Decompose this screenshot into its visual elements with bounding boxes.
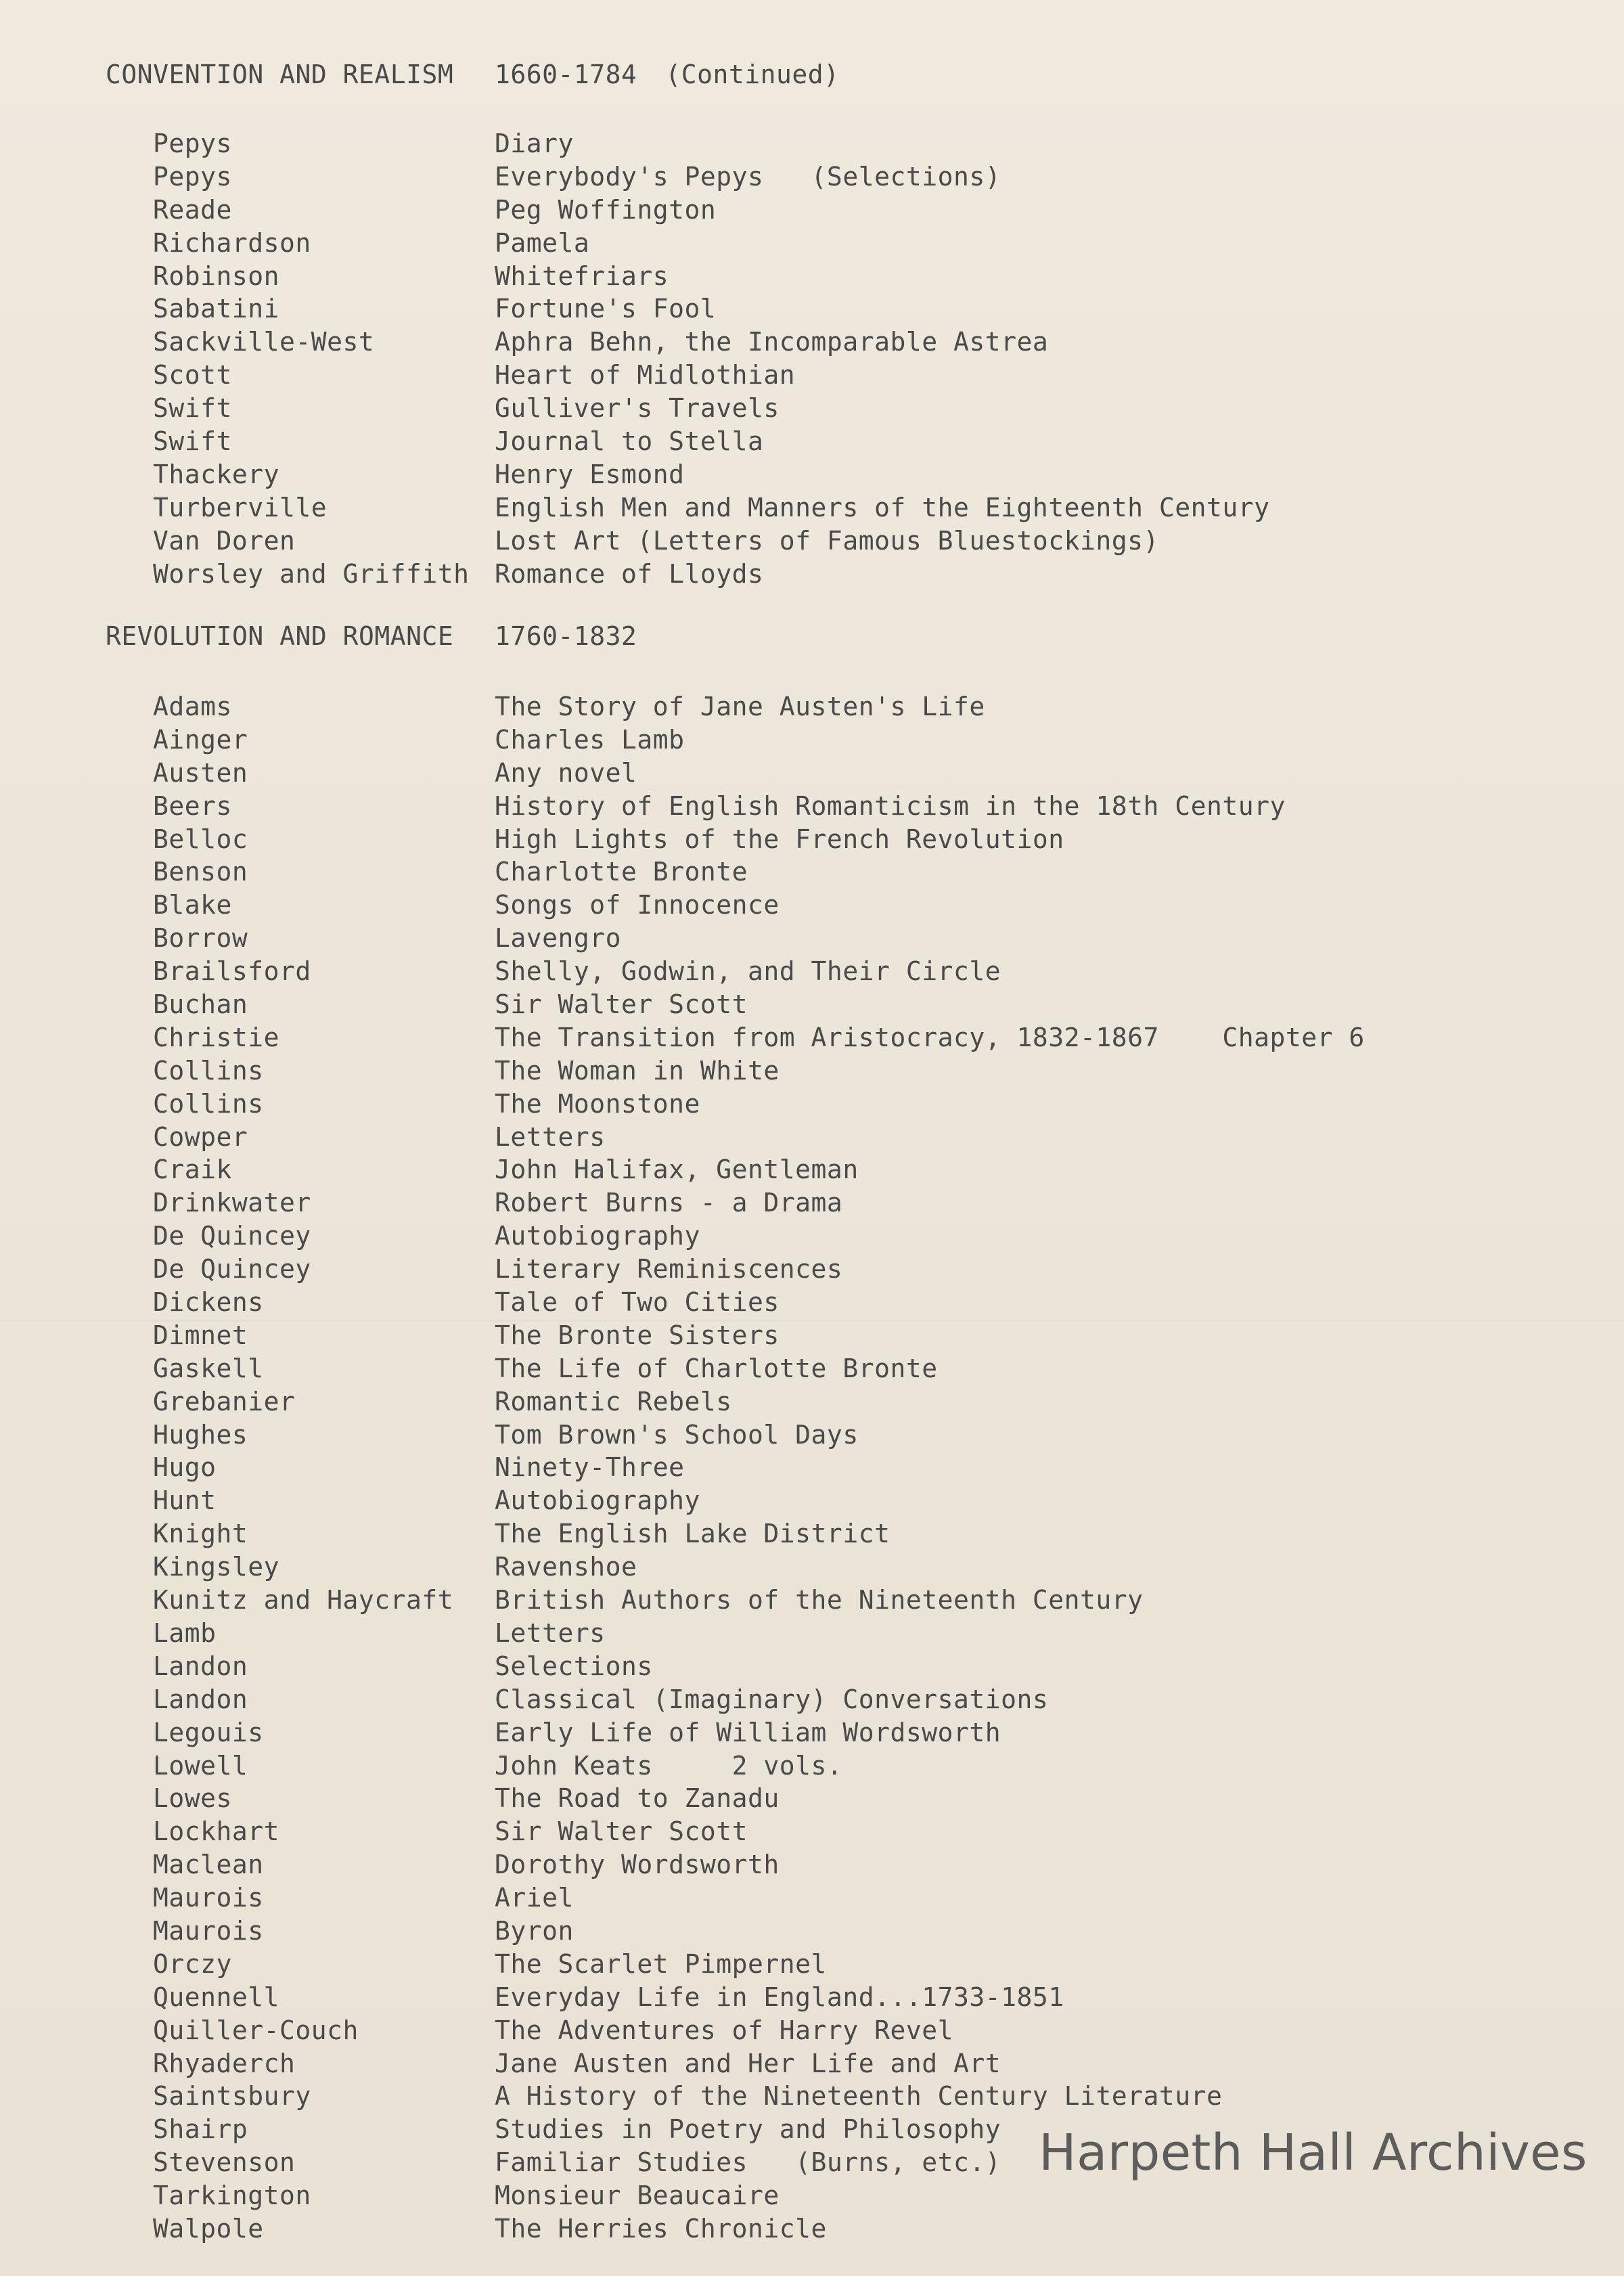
list-item [153,1088,1365,1121]
list-item [153,988,1365,1021]
book-title: Monsieur Beaucaire [495,2181,780,2211]
section-note: (Continued) [665,60,840,89]
list-item [153,1782,1365,1815]
list-item [153,425,1270,458]
author: Lowell [153,1750,248,1781]
author: Kingsley [153,1552,280,1582]
list-item [153,823,1365,856]
list-item [153,558,1270,591]
list-item [153,525,1270,558]
list-item [153,160,1270,194]
author: Richardson [153,227,311,258]
book-title: Autobiography [495,1486,700,1516]
author: Tarkington [153,2181,311,2211]
author: Legouis [153,1717,264,1747]
book-title: Everyday Life in England...1733-1851 [495,1982,1064,2012]
book-title: Literary Reminiscences [495,1254,843,1285]
book-title: Letters [495,1121,606,1152]
book-title: High Lights of the French Revolution [495,824,1064,854]
book-title: Whitefriars [495,261,669,291]
author: Hugo [153,1452,217,1483]
list-item [153,1517,1365,1550]
author: De Quincey [153,1254,311,1285]
list-item [153,1650,1365,1683]
author: Landon [153,1651,248,1681]
book-title: Familiar Studies (Burns, etc.) [495,2147,1001,2178]
book-title: The Woman in White [495,1055,780,1086]
book-title: English Men and Manners of the Eighteenth Century [495,492,1270,522]
section-heading-convention-and-realism [106,60,840,89]
author: Landon [153,1684,248,1714]
book-title: Any novel [495,757,637,788]
book-title: John Keats 2 vols. [495,1750,843,1781]
list-item [153,491,1270,525]
author: Belloc [153,824,248,854]
list-item [153,1881,1365,1915]
list-item [153,1981,1365,2014]
book-title: Fortune's Fool [495,294,717,324]
book-title: The English Lake District [495,1519,890,1549]
book-title: British Authors of the Nineteenth Century [495,1585,1144,1615]
author: Christie [153,1022,280,1052]
author: Van Doren [153,525,296,556]
section-title: REVOLUTION AND ROMANCE [106,621,454,651]
list-item [153,292,1270,326]
list-item [153,1848,1365,1881]
book-title: The Adventures of Harry Revel [495,2015,953,2045]
author: Cowper [153,1121,248,1152]
author: Saintsbury [153,2081,311,2112]
list-item [153,955,1365,988]
book-title: Henry Esmond [495,459,685,489]
author: Dimnet [153,1320,248,1350]
book-title: Byron [495,1915,574,1946]
author: Ainger [153,724,248,755]
section-years: 1660-1784 [495,60,637,89]
author: Collins [153,1088,264,1119]
book-title: Shelly, Godwin, and Their Circle [495,956,1001,987]
book-title: A History of the Nineteenth Century Literature [495,2081,1223,2112]
list-item [153,1054,1365,1088]
book-title: The Scarlet Pimpernel [495,1948,827,1979]
list-item [153,1419,1365,1452]
section-title: CONVENTION AND REALISM [106,60,454,89]
author: Dickens [153,1287,264,1318]
author: Worsley and Griffith [153,558,470,589]
book-title: Peg Woffington [495,194,717,225]
list-item [153,723,1365,757]
author: Maclean [153,1850,264,1880]
list-item [153,194,1270,227]
list-item [153,1319,1365,1352]
author: Hunt [153,1486,217,1516]
author: Stevenson [153,2147,296,2178]
book-title: Lavengro [495,923,622,954]
author: Orczy [153,1948,232,1979]
book-title: Ninety-Three [495,1452,685,1483]
book-title: Dorothy Wordsworth [495,1850,780,1880]
book-title: Ravenshoe [495,1552,637,1582]
list-item [153,1683,1365,1716]
list-item [153,1749,1365,1783]
book-title: History of English Romanticism in the 18th Century [495,790,1286,821]
list-item [153,2212,1365,2246]
author: Reade [153,194,232,225]
list-item [153,1121,1365,1154]
author: Robinson [153,261,280,291]
list-item [153,1253,1365,1286]
reading-list-revolution-and-romance [153,690,1365,2246]
book-title: Gulliver's Travels [495,393,780,424]
list-item [153,2047,1365,2080]
list-item [153,690,1365,723]
book-title: John Halifax, Gentleman [495,1155,859,1185]
author: Maurois [153,1883,264,1913]
list-item [153,458,1270,491]
book-title: Tale of Two Cities [495,1287,780,1318]
list-item [153,2179,1365,2212]
author: Borrow [153,923,248,954]
archive-watermark: Harpeth Hall Archives [1039,2124,1587,2182]
author: Collins [153,1055,264,1086]
book-title: Pamela [495,227,590,258]
list-item [153,1815,1365,1848]
list-item [153,790,1365,823]
author: Quiller-Couch [153,2015,359,2045]
book-title: Early Life of William Wordsworth [495,1717,1001,1747]
list-item [153,392,1270,425]
list-item [153,1021,1365,1054]
list-item [153,1385,1365,1419]
list-item [153,1352,1365,1385]
author: Grebanier [153,1386,296,1416]
list-item [153,1550,1365,1584]
list-item [153,1948,1365,1981]
list-item [153,922,1365,955]
author: Lamb [153,1617,217,1648]
list-item [153,1153,1365,1186]
list-item [153,1915,1365,1948]
list-item [153,2014,1365,2047]
author: Benson [153,857,248,887]
list-item [153,1716,1365,1749]
book-title: Romance of Lloyds [495,558,764,589]
author: De Quincey [153,1221,311,1251]
book-title: Jane Austen and Her Life and Art [495,2048,1001,2078]
section-years: 1760-1832 [495,621,637,651]
book-title: The Bronte Sisters [495,1320,780,1350]
author: Gaskell [153,1353,264,1383]
book-title: Aphra Behn, the Incomparable Astrea [495,327,1049,357]
list-item [153,2080,1365,2113]
book-title: Classical (Imaginary) Conversations [495,1684,1049,1714]
list-item [153,1617,1365,1650]
author: Craik [153,1155,232,1185]
book-title: Journal to Stella [495,426,764,457]
book-title: Songs of Innocence [495,890,780,920]
author: Lowes [153,1783,232,1814]
book-title: The Moonstone [495,1088,700,1119]
author: Maurois [153,1915,264,1946]
author: Thackery [153,459,280,489]
book-title: Everybody's Pepys (Selections) [495,161,1001,192]
book-title: Robert Burns - a Drama [495,1188,843,1218]
author: Hughes [153,1419,248,1450]
list-item [153,260,1270,293]
author: Adams [153,692,232,721]
author: Lockhart [153,1816,280,1847]
reading-list-convention-and-realism [153,127,1270,590]
book-title: Selections [495,1651,653,1681]
book-title: The Transition from Aristocracy, 1832-1867 Chapter 6 [495,1022,1365,1052]
list-item [153,227,1270,260]
book-title: The Life of Charlotte Bronte [495,1353,938,1383]
book-title: Studies in Poetry and Philosophy [495,2114,1001,2145]
author: Turberville [153,492,328,522]
book-title: Diary [495,129,574,158]
author: Pepys [153,161,232,192]
author: Blake [153,890,232,920]
list-item [153,1186,1365,1220]
author: Buchan [153,989,248,1020]
book-title: The Road to Zanadu [495,1783,780,1814]
list-item [153,1584,1365,1617]
author: Swift [153,393,232,424]
list-item [153,359,1270,392]
author: Knight [153,1519,248,1549]
list-item [153,326,1270,359]
book-title: Sir Walter Scott [495,1816,748,1847]
list-item [153,1286,1365,1319]
book-title: Tom Brown's School Days [495,1419,859,1450]
author: Scott [153,360,232,391]
author: Brailsford [153,956,311,987]
author: Quennell [153,1982,280,2012]
book-title: Autobiography [495,1221,700,1251]
author: Walpole [153,2213,264,2244]
author: Drinkwater [153,1188,311,1218]
author: Kunitz and Haycraft [153,1585,454,1615]
book-title: Lost Art (Letters of Famous Bluestockings) [495,525,1159,556]
book-title: The Herries Chronicle [495,2213,827,2244]
list-item [153,757,1365,790]
author: Sackville-West [153,327,375,357]
author: Shairp [153,2114,248,2145]
book-title: Ariel [495,1883,574,1913]
list-item [153,127,1270,160]
author: Austen [153,757,248,788]
author: Beers [153,790,232,821]
author: Sabatini [153,294,280,324]
section-heading-revolution-and-romance [106,621,637,651]
book-title: Charles Lamb [495,724,685,755]
author: Swift [153,426,232,457]
book-title: Letters [495,1617,606,1648]
book-title: The Story of Jane Austen's Life [495,692,985,721]
author: Rhyaderch [153,2048,296,2078]
list-item [153,855,1365,889]
list-item [153,1484,1365,1517]
list-item [153,1220,1365,1253]
list-item [153,1451,1365,1484]
book-title: Heart of Midlothian [495,360,796,391]
author: Pepys [153,129,232,158]
list-item [153,889,1365,922]
book-title: Sir Walter Scott [495,989,748,1020]
book-title: Charlotte Bronte [495,857,748,887]
book-title: Romantic Rebels [495,1386,732,1416]
